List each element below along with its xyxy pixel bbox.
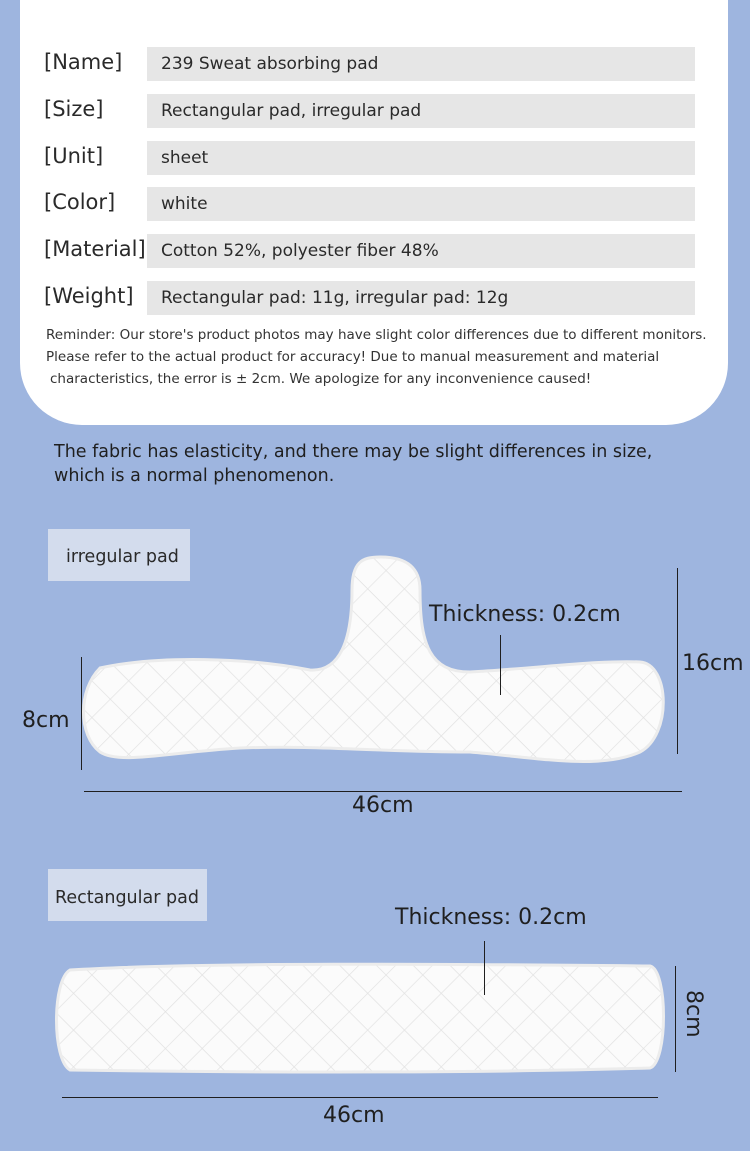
length-dimension-line [62, 1097, 658, 1098]
rectangular-thickness-label: Thickness: 0.2cm [395, 905, 587, 930]
spec-value-name: 239 Sweat absorbing pad [147, 47, 695, 81]
reminder-line: characteristics, the error is ± 2cm. We apologize for any inconvenience caused! [50, 371, 592, 387]
reminder-line: Please refer to the actual product for accuracy! Due to manual measurement and material [46, 349, 660, 365]
spec-value-size: Rectangular pad, irregular pad [147, 94, 695, 128]
irregular-width-label: 8cm [22, 708, 70, 733]
reminder-line: Reminder: Our store's product photos may have slight color differences due to different monitors. [46, 327, 707, 343]
spec-value-color: white [147, 187, 695, 221]
spec-label-name: [Name] [44, 50, 123, 74]
note-line: The fabric has elasticity, and there may be slight differences in size, [54, 442, 653, 462]
rectangular-pad-tag: Rectangular pad [48, 869, 207, 921]
spec-value-unit: sheet [147, 141, 695, 175]
spec-label-color: [Color] [44, 190, 116, 214]
spec-label-unit: [Unit] [44, 144, 104, 168]
width-dimension-line [675, 966, 676, 1072]
irregular-length-label: 46cm [352, 793, 414, 818]
note-line: which is a normal phenomenon. [54, 466, 335, 486]
irregular-height-label: 16cm [682, 651, 744, 676]
irregular-pad-tag: irregular pad [48, 529, 190, 581]
spec-value-material: Cotton 52%, polyester fiber 48% [147, 234, 695, 268]
spec-label-weight: [Weight] [44, 284, 134, 308]
rectangular-width-label: 8cm [681, 990, 706, 1038]
spec-value-weight: Rectangular pad: 11g, irregular pad: 12g [147, 281, 695, 315]
irregular-thickness-label: Thickness: 0.2cm [429, 602, 621, 627]
spec-label-size: [Size] [44, 97, 104, 121]
spec-label-material: [Material] [44, 237, 146, 261]
thickness-pointer [484, 941, 485, 995]
rectangular-length-label: 46cm [323, 1103, 385, 1128]
